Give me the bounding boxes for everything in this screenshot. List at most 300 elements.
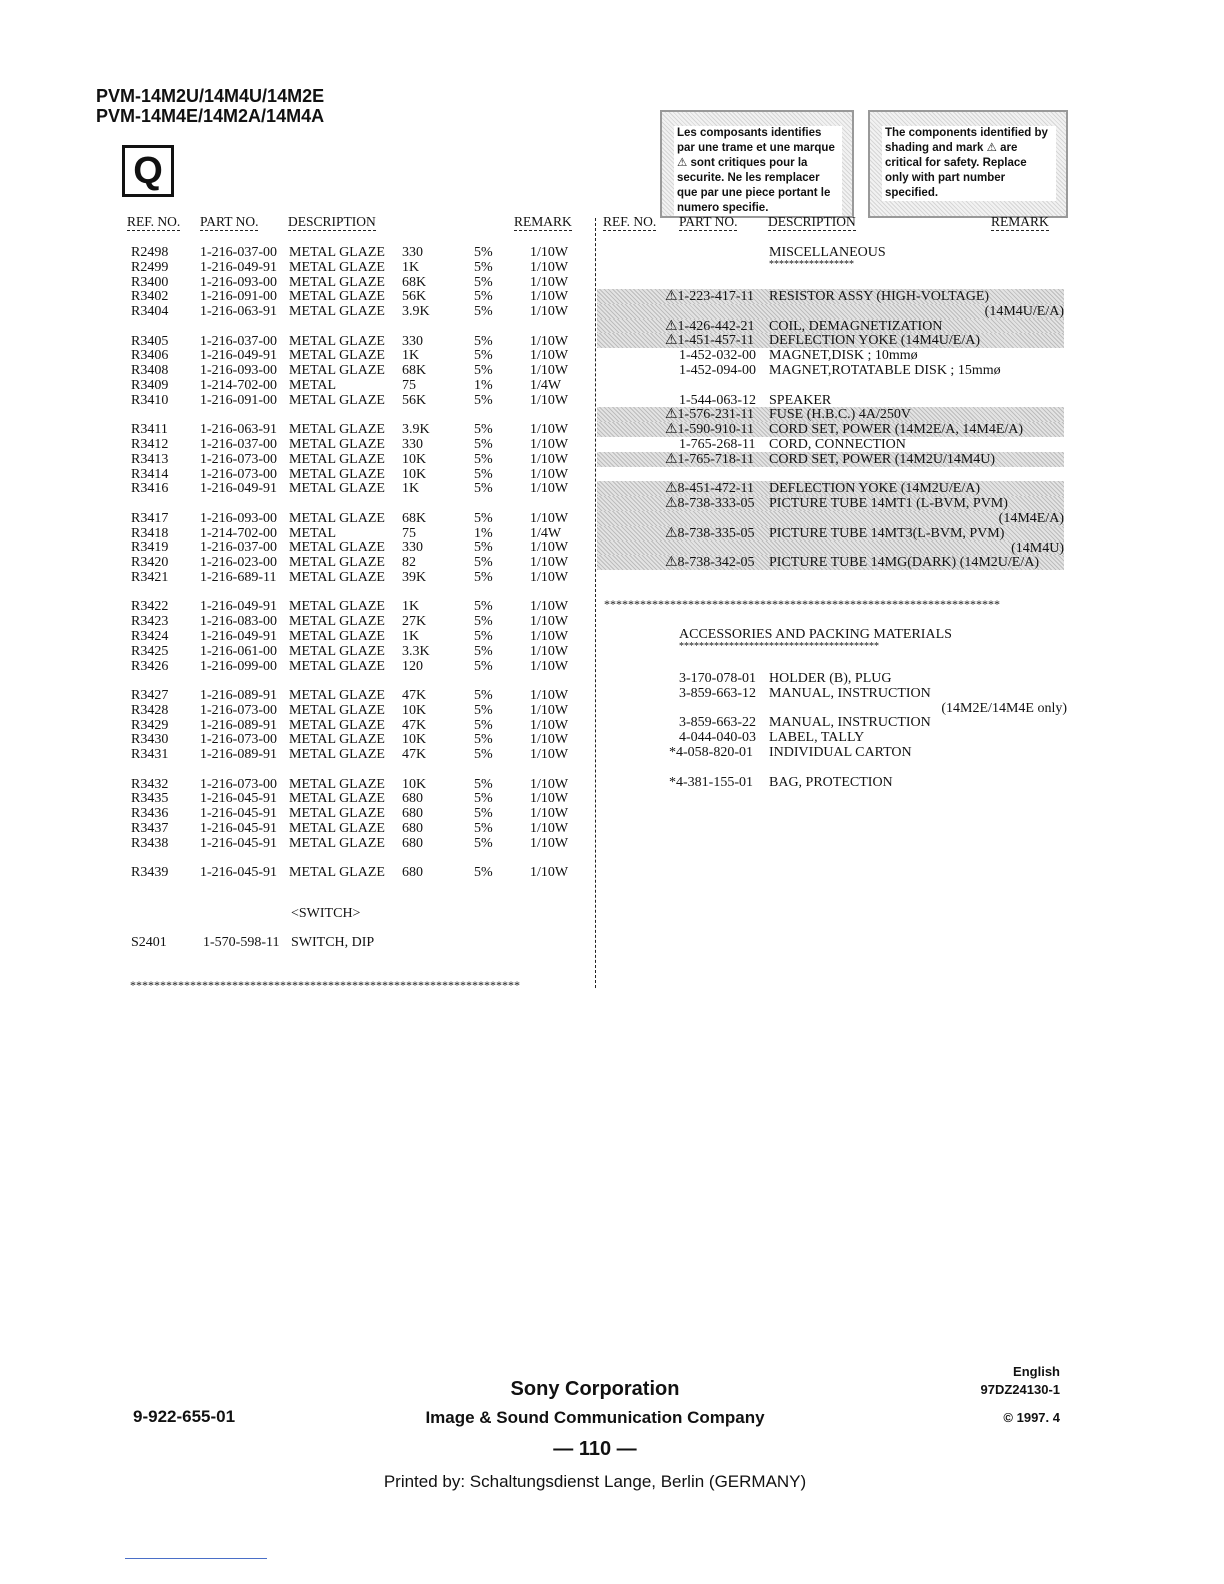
cell-tolerance: 5%	[474, 259, 493, 275]
cell-tolerance: 5%	[474, 570, 493, 585]
cell-tolerance: 5%	[474, 732, 493, 748]
misc-row-desc: PICTURE TUBE 14MT3(L-BVM, PVM)	[769, 525, 1005, 541]
cell-rating: 1/10W	[530, 806, 569, 822]
table-row	[0, 821, 595, 836]
misc-row-part: ⚠1-590-910-11	[665, 422, 755, 438]
accessory-row-desc: MANUAL, INSTRUCTION	[769, 685, 931, 701]
cell-ref: R3432	[131, 776, 169, 792]
misc-row-desc: MAGNET,DISK ; 10mmø	[769, 348, 918, 364]
cell-rating: 1/10W	[530, 688, 569, 703]
cell-part: 1-216-037-00	[200, 333, 277, 349]
table-row	[0, 467, 595, 482]
table-row	[0, 836, 595, 851]
cell-part: 1-216-045-91	[200, 865, 277, 881]
cell-value: 47K	[402, 747, 427, 763]
table-row	[0, 747, 595, 762]
misc-row	[597, 467, 1064, 482]
cell-desc: METAL GLAZE	[289, 540, 385, 556]
cell-tolerance: 5%	[474, 688, 493, 703]
accessory-row-desc: MANUAL, INSTRUCTION	[769, 715, 931, 731]
right-header-description: DESCRIPTION	[768, 214, 856, 229]
misc-row-note: (14M4U/E/A)	[984, 303, 1064, 319]
cell-part: 1-216-089-91	[200, 747, 277, 763]
table-row	[0, 777, 595, 792]
cell-tolerance: 5%	[474, 451, 493, 467]
right-header-ref-no: REF. NO.	[603, 214, 657, 229]
table-row	[0, 378, 595, 393]
cell-desc: METAL GLAZE	[289, 392, 385, 408]
cell-ref: R3411	[131, 422, 168, 438]
cell-tolerance: 5%	[474, 599, 493, 615]
cell-tolerance: 5%	[474, 747, 493, 763]
cell-value: 47K	[402, 717, 427, 733]
cell-ref: R3409	[131, 378, 169, 393]
misc-row	[597, 319, 1064, 334]
misc-row	[597, 452, 1064, 467]
misc-row-desc: CORD, CONNECTION	[769, 437, 906, 452]
cell-part: 1-216-037-00	[200, 245, 277, 260]
accessory-row-part: 4-044-040-03	[679, 730, 756, 746]
cell-value: 3.9K	[402, 304, 430, 320]
misc-row-desc: DEFLECTION YOKE (14M2U/E/A)	[769, 481, 981, 497]
cell-part: 1-216-037-00	[200, 437, 277, 452]
cell-ref: R3402	[131, 289, 169, 305]
cell-tolerance: 5%	[474, 614, 493, 630]
cell-desc: METAL GLAZE	[289, 702, 385, 718]
cell-part: 1-216-045-91	[200, 821, 277, 836]
footer-company: Image & Sound Communication Company	[425, 1408, 765, 1427]
table-row	[0, 629, 595, 644]
cell-tolerance: 5%	[474, 510, 493, 526]
cell-value: 75	[402, 525, 416, 541]
cell-value: 39K	[402, 570, 427, 585]
cell-rating: 1/10W	[530, 274, 569, 290]
cell-rating: 1/10W	[530, 333, 569, 349]
model-title-line1: PVM-14M2U/14M4U/14M2E	[96, 86, 325, 106]
table-row	[0, 275, 595, 290]
cell-ref: R3400	[131, 274, 169, 290]
accessory-row-part: 3-859-663-22	[679, 715, 756, 731]
table-row	[0, 437, 595, 452]
cell-rating: 1/10W	[530, 747, 569, 763]
cell-part: 1-214-702-00	[200, 378, 277, 393]
table-row	[0, 511, 595, 526]
cell-rating: 1/10W	[530, 555, 569, 571]
table-row	[0, 644, 595, 659]
cell-ref: R3437	[131, 821, 169, 836]
footer-page-number: — 110 —	[553, 1438, 637, 1460]
misc-row-part: 1-765-268-11	[679, 437, 756, 452]
cell-desc: METAL GLAZE	[289, 333, 385, 349]
cell-tolerance: 5%	[474, 717, 493, 733]
cell-value: 82	[402, 555, 416, 571]
right-section-stars: ******************************************************************	[604, 597, 1000, 611]
cell-tolerance: 5%	[474, 791, 493, 807]
misc-underline: *****************	[769, 259, 854, 270]
cell-desc: METAL GLAZE	[289, 806, 385, 822]
cell-ref: R3408	[131, 363, 169, 379]
table-row	[0, 526, 595, 541]
cell-rating: 1/10W	[530, 732, 569, 748]
table-row	[0, 718, 595, 733]
misc-row-desc: SPEAKER	[769, 392, 832, 408]
cell-rating: 1/10W	[530, 363, 569, 379]
cell-desc: METAL GLAZE	[289, 658, 385, 674]
cell-rating: 1/10W	[530, 304, 569, 320]
accessory-row	[597, 686, 1067, 701]
cell-rating: 1/10W	[530, 643, 569, 659]
table-row	[0, 791, 595, 806]
accessory-row	[597, 701, 1067, 716]
accessory-row-part: 3-170-078-01	[679, 671, 756, 686]
cell-part: 1-216-049-91	[200, 481, 277, 497]
safety-notice-french-text: Les composants identifies par une trame et une marque ⚠ sont critiques pour la securite. Ne les remplacer que par une piece portant le numero specifie.	[674, 126, 842, 216]
footer-corporation: Sony Corporation	[510, 1378, 680, 1400]
cell-part: 1-216-091-00	[200, 289, 277, 305]
cell-desc: METAL GLAZE	[289, 510, 385, 526]
cell-tolerance: 5%	[474, 865, 493, 881]
right-header-remark: REMARK	[991, 214, 1049, 229]
cell-tolerance: 5%	[474, 289, 493, 305]
cell-ref: R3427	[131, 688, 169, 703]
misc-row-desc: MAGNET,ROTATABLE DISK ; 15mmø	[769, 363, 1001, 378]
cell-desc: METAL GLAZE	[289, 688, 385, 703]
cell-value: 10K	[402, 451, 427, 467]
cell-ref: R3413	[131, 451, 169, 467]
cell-rating: 1/10W	[530, 835, 569, 851]
cell-rating: 1/10W	[530, 348, 569, 364]
misc-row-desc: RESISTOR ASSY (HIGH-VOLTAGE)	[769, 289, 990, 304]
cell-tolerance: 5%	[474, 466, 493, 482]
table-row	[0, 348, 595, 363]
cell-ref: R3421	[131, 570, 169, 585]
cell-desc: METAL GLAZE	[289, 643, 385, 659]
cell-part: 1-216-089-91	[200, 717, 277, 733]
cell-rating: 1/4W	[530, 525, 562, 541]
cell-rating: 1/10W	[530, 629, 569, 644]
accessories-underline: ****************************************	[679, 641, 879, 652]
cell-value: 330	[402, 245, 423, 260]
cell-ref: R3435	[131, 791, 169, 807]
misc-row	[597, 333, 1064, 348]
misc-row	[597, 437, 1064, 452]
left-header-description: DESCRIPTION	[288, 214, 376, 229]
cell-value: 10K	[402, 466, 427, 482]
cell-ref: R3416	[131, 481, 169, 497]
cell-desc: METAL GLAZE	[289, 821, 385, 836]
left-header-part-no: PART NO.	[200, 214, 259, 229]
cell-value: 330	[402, 437, 423, 452]
misc-row-part: ⚠1-451-457-11	[665, 333, 755, 349]
misc-row-note: (14M4E/A)	[998, 511, 1064, 526]
cell-value: 68K	[402, 363, 427, 379]
cell-part: 1-214-702-00	[200, 525, 277, 541]
accessory-row-part: *4-381-155-01	[669, 774, 753, 790]
cell-part: 1-216-091-00	[200, 392, 277, 408]
cell-desc: METAL GLAZE	[289, 245, 385, 260]
table-row	[0, 393, 595, 408]
cell-value: 75	[402, 378, 416, 393]
cell-tolerance: 5%	[474, 658, 493, 674]
cell-rating: 1/10W	[530, 791, 569, 807]
cell-ref: R3405	[131, 333, 169, 349]
table-row	[0, 614, 595, 629]
accessory-row-part: 3-859-663-12	[679, 685, 756, 701]
misc-row-note: (14M4U)	[1011, 540, 1064, 556]
cell-desc: METAL GLAZE	[289, 481, 385, 497]
left-header-remark: REMARK	[514, 214, 572, 229]
cell-tolerance: 5%	[474, 481, 493, 497]
misc-row-part: ⚠1-426-442-21	[665, 318, 755, 334]
cell-rating: 1/10W	[530, 570, 569, 585]
cell-ref: R3422	[131, 599, 169, 615]
cell-value: 68K	[402, 274, 427, 290]
cell-part: 1-216-061-00	[200, 643, 277, 659]
cell-tolerance: 5%	[474, 821, 493, 836]
cell-part: 1-216-049-91	[200, 259, 277, 275]
cell-desc: METAL GLAZE	[289, 259, 385, 275]
cell-ref: R3419	[131, 540, 169, 556]
misc-row	[597, 511, 1064, 526]
cell-value: 680	[402, 806, 423, 822]
cell-value: 10K	[402, 702, 427, 718]
cell-ref: R3410	[131, 392, 169, 408]
table-row	[0, 659, 595, 674]
cell-ref: R2499	[131, 259, 169, 275]
cell-part: 1-216-045-91	[200, 791, 277, 807]
misc-row	[597, 541, 1064, 556]
cell-desc: METAL GLAZE	[289, 422, 385, 438]
cell-part: 1-216-093-00	[200, 274, 277, 290]
misc-row-part: ⚠1-223-417-11	[665, 289, 755, 304]
cell-tolerance: 5%	[474, 363, 493, 379]
table-row	[0, 481, 595, 496]
cell-ref: R2498	[131, 245, 169, 260]
cell-part: 1-216-073-00	[200, 776, 277, 792]
cell-rating: 1/10W	[530, 599, 569, 615]
cell-desc: METAL GLAZE	[289, 304, 385, 320]
cell-tolerance: 5%	[474, 555, 493, 571]
safety-notice-english-text: The components identified by shading and mark ⚠ are critical for safety. Replace only with part number specified.	[882, 126, 1056, 201]
table-row	[0, 599, 595, 614]
section-letter-box: Q	[122, 145, 174, 197]
cell-part: 1-216-045-91	[200, 835, 277, 851]
accessories-heading: ACCESSORIES AND PACKING MATERIALS	[679, 627, 952, 642]
cell-part: 1-216-063-91	[200, 422, 277, 438]
cell-rating: 1/10W	[530, 865, 569, 881]
cell-ref: R3420	[131, 555, 169, 571]
accessory-row-desc: BAG, PROTECTION	[769, 774, 893, 790]
cell-ref: R3426	[131, 658, 169, 674]
cell-desc: METAL GLAZE	[289, 348, 385, 364]
cell-rating: 1/10W	[530, 658, 569, 674]
cell-value: 10K	[402, 732, 427, 748]
misc-heading: MISCELLANEOUS	[769, 245, 886, 260]
cell-desc: METAL GLAZE	[289, 717, 385, 733]
cell-tolerance: 1%	[474, 378, 493, 393]
cell-tolerance: 5%	[474, 422, 493, 438]
cell-rating: 1/10W	[530, 451, 569, 467]
safety-notice-french	[660, 110, 854, 218]
misc-row-part: ⚠8-451-472-11	[665, 481, 755, 497]
cell-ref: R3424	[131, 629, 169, 644]
misc-row	[597, 555, 1064, 570]
cell-ref: R3438	[131, 835, 169, 851]
cell-part: 1-216-049-91	[200, 599, 277, 615]
table-row	[0, 865, 595, 880]
cell-ref: R3418	[131, 525, 169, 541]
cell-part: 1-216-099-00	[200, 658, 277, 674]
accessory-row	[597, 745, 1067, 760]
cell-ref: R3404	[131, 304, 169, 320]
cell-part: 1-216-037-00	[200, 540, 277, 556]
cell-rating: 1/10W	[530, 821, 569, 836]
misc-row-desc: DEFLECTION YOKE (14M4U/E/A)	[769, 333, 981, 349]
cell-desc: METAL GLAZE	[289, 289, 385, 305]
misc-row	[597, 378, 1064, 393]
cell-tolerance: 5%	[474, 245, 493, 260]
misc-row	[597, 496, 1064, 511]
cell-tolerance: 5%	[474, 392, 493, 408]
table-row	[0, 570, 595, 585]
cell-desc: METAL GLAZE	[289, 599, 385, 615]
misc-row-desc: COIL, DEMAGNETIZATION	[769, 318, 943, 334]
cell-value: 120	[402, 658, 423, 674]
cell-desc: METAL GLAZE	[289, 614, 385, 630]
left-header-ref-no: REF. NO.	[127, 214, 181, 229]
cell-rating: 1/10W	[530, 776, 569, 792]
accessory-row	[597, 730, 1067, 745]
cell-desc: METAL GLAZE	[289, 451, 385, 467]
cell-ref: R3423	[131, 614, 169, 630]
accessory-row	[597, 760, 1067, 775]
misc-row	[597, 407, 1064, 422]
cell-rating: 1/10W	[530, 466, 569, 482]
cell-part: 1-216-093-00	[200, 510, 277, 526]
safety-notice-english	[868, 110, 1068, 218]
cell-ref: R3414	[131, 466, 169, 482]
footer-date: © 1997. 4	[1003, 1410, 1060, 1425]
cell-tolerance: 5%	[474, 702, 493, 718]
cell-rating: 1/10W	[530, 437, 569, 452]
accessory-row-desc: HOLDER (B), PLUG	[769, 671, 892, 686]
misc-row	[597, 348, 1064, 363]
cell-part: 1-216-073-00	[200, 702, 277, 718]
cell-value: 330	[402, 333, 423, 349]
cell-rating: 1/10W	[530, 422, 569, 438]
misc-row	[597, 526, 1064, 541]
cell-ref: R3436	[131, 806, 169, 822]
table-row	[0, 363, 595, 378]
cell-value: 1K	[402, 259, 420, 275]
accessory-row	[597, 715, 1067, 730]
cell-ref: R3429	[131, 717, 169, 733]
cell-tolerance: 5%	[474, 333, 493, 349]
cell-tolerance: 1%	[474, 525, 493, 541]
misc-row-part: ⚠8-738-342-05	[665, 555, 755, 571]
misc-row-part: 1-452-094-00	[679, 363, 756, 378]
cell-ref: R3417	[131, 510, 169, 526]
cell-desc: METAL GLAZE	[289, 466, 385, 482]
cell-desc: METAL GLAZE	[289, 835, 385, 851]
table-row	[0, 555, 595, 570]
cell-desc: METAL GLAZE	[289, 570, 385, 585]
cell-rating: 1/10W	[530, 702, 569, 718]
cell-part: 1-216-049-91	[200, 348, 277, 364]
cell-part: 1-216-049-91	[200, 629, 277, 644]
misc-row-desc: PICTURE TUBE 14MT1 (L-BVM, PVM)	[769, 496, 1008, 512]
model-title-line2: PVM-14M4E/14M2A/14M4A	[96, 106, 325, 126]
cell-value: 680	[402, 865, 423, 881]
cell-desc: METAL GLAZE	[289, 274, 385, 290]
accessory-row-desc: INDIVIDUAL CARTON	[769, 745, 912, 760]
misc-row-part: ⚠8-738-335-05	[665, 525, 755, 541]
accessory-row	[597, 775, 1067, 790]
switch-desc: SWITCH, DIP	[291, 935, 375, 950]
cell-desc: METAL	[289, 525, 337, 541]
footer-code: 97DZ24130-1	[980, 1382, 1060, 1397]
cell-value: 56K	[402, 289, 427, 305]
table-row	[0, 422, 595, 437]
table-row	[0, 245, 595, 260]
cell-ref: R3439	[131, 865, 169, 881]
cell-desc: METAL GLAZE	[289, 865, 385, 881]
misc-row-part: ⚠1-765-718-11	[665, 451, 755, 467]
cell-tolerance: 5%	[474, 835, 493, 851]
misc-row-part: 1-452-032-00	[679, 348, 756, 364]
cell-tolerance: 5%	[474, 348, 493, 364]
cell-desc: METAL GLAZE	[289, 791, 385, 807]
cell-value: 680	[402, 835, 423, 851]
bottom-link-line	[125, 1558, 267, 1559]
table-row	[0, 703, 595, 718]
cell-tolerance: 5%	[474, 643, 493, 659]
cell-value: 3.9K	[402, 422, 430, 438]
table-row	[0, 334, 595, 349]
footer-printed-by: Printed by: Schaltungsdienst Lange, Berlin (GERMANY)	[383, 1472, 807, 1491]
footer-doc-part-no: 9-922-655-01	[133, 1407, 236, 1426]
table-row	[0, 540, 595, 555]
cell-ref: R3430	[131, 732, 169, 748]
table-row	[0, 304, 595, 319]
cell-desc: METAL GLAZE	[289, 776, 385, 792]
cell-part: 1-216-089-91	[200, 688, 277, 703]
misc-row	[597, 481, 1064, 496]
accessory-row	[597, 671, 1067, 686]
cell-ref: R3406	[131, 348, 169, 364]
switch-heading: <SWITCH>	[291, 906, 361, 921]
cell-value: 1K	[402, 481, 420, 497]
misc-row-desc: CORD SET, POWER (14M2E/A, 14M4E/A)	[769, 422, 1024, 438]
cell-desc: METAL	[289, 378, 337, 393]
cell-tolerance: 5%	[474, 540, 493, 556]
column-divider	[595, 218, 596, 988]
cell-rating: 1/10W	[530, 614, 569, 630]
misc-row-desc: PICTURE TUBE 14MG(DARK) (14M2U/E/A)	[769, 555, 1040, 571]
cell-rating: 1/10W	[530, 510, 569, 526]
misc-row	[597, 304, 1064, 319]
cell-part: 1-216-023-00	[200, 555, 277, 571]
left-section-end-stars: *****************************************************************	[130, 978, 520, 992]
footer-language: English	[1013, 1364, 1060, 1379]
cell-ref: R3425	[131, 643, 169, 659]
cell-rating: 1/10W	[530, 245, 569, 260]
cell-part: 1-216-689-11	[200, 570, 277, 585]
cell-value: 56K	[402, 392, 427, 408]
cell-rating: 1/10W	[530, 392, 569, 408]
misc-row-desc: CORD SET, POWER (14M2U/14M4U)	[769, 451, 996, 467]
cell-tolerance: 5%	[474, 304, 493, 320]
